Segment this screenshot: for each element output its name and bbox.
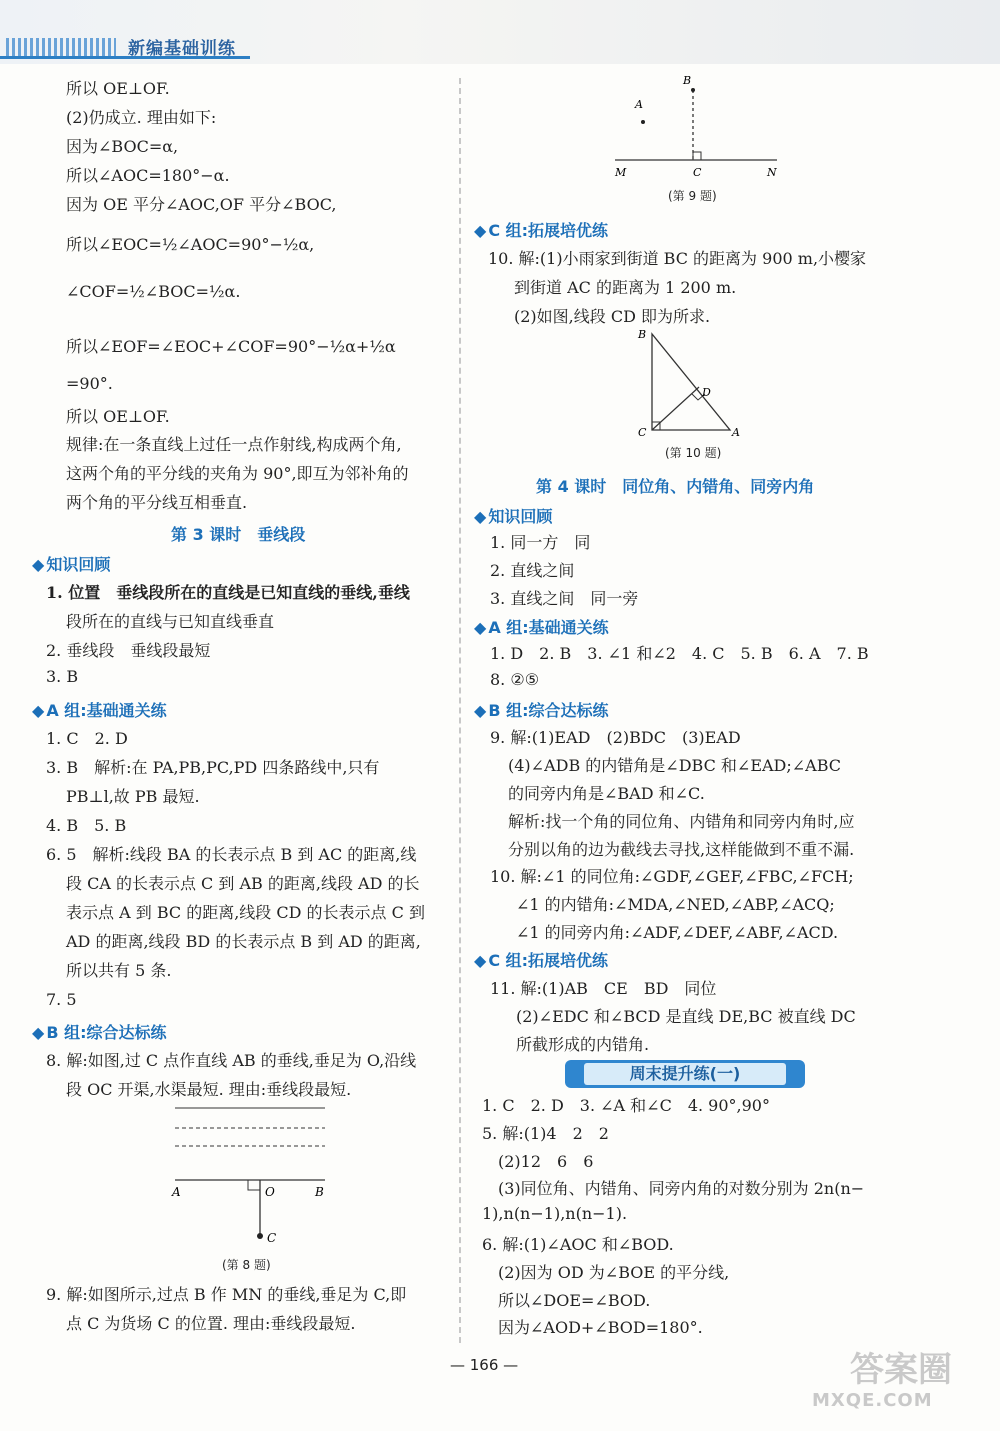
watermark-url: MXQE.COM xyxy=(812,1390,933,1411)
label-b: B xyxy=(315,1185,324,1199)
section-label: 知识回顾 xyxy=(46,555,111,574)
text-line: 因为 OE 平分∠AOC,OF 平分∠BOC, xyxy=(66,195,337,214)
text-line: 3. B xyxy=(46,667,79,686)
text-line: 规律:在一条直线上过任一点作射线,构成两个角, xyxy=(66,435,402,454)
figure-9-caption: (第 9 题) xyxy=(668,189,717,203)
text-line: 1. D 2. B 3. ∠1 和∠2 4. C 5. B 6. A 7. B xyxy=(490,644,869,663)
header-stripes xyxy=(6,38,116,56)
text-line: 到街道 AC 的距离为 1 200 m. xyxy=(514,278,737,297)
figure-9 xyxy=(605,72,795,182)
text-line: 所以共有 5 条. xyxy=(66,961,172,980)
text-line: 表示点 A 到 BC 的距离,线段 CD 的长表示点 C 到 xyxy=(66,903,425,922)
text-line: 的同旁内角是∠BAD 和∠C. xyxy=(508,784,705,803)
section-heading xyxy=(474,615,609,638)
text-line: 1. C 2. D 3. ∠A 和∠C 4. 90°,90° xyxy=(482,1096,770,1115)
lesson-title: 第 4 课时 同位角、内错角、同旁内角 xyxy=(536,477,815,496)
text-line: (2)因为 OD 为∠BOE 的平分线, xyxy=(498,1263,730,1282)
label-m: M xyxy=(615,166,627,179)
text-line: 2. 直线之间 xyxy=(490,561,575,580)
section-heading xyxy=(32,1020,166,1043)
triangle-abc xyxy=(652,334,730,430)
point-b xyxy=(691,88,695,92)
text-line: 1),n(n−1),n(n−1). xyxy=(482,1204,628,1223)
text-line: 所以∠AOC=180°−α. xyxy=(66,166,230,185)
text-line: 段所在的直线与已知直线垂直 xyxy=(66,612,275,631)
text-line: 8. ②⑤ xyxy=(490,670,540,689)
text-line: =90°. xyxy=(66,374,113,393)
text-line: ∠1 的同旁内角:∠ADF,∠DEF,∠ABF,∠ACD. xyxy=(516,923,839,942)
section-label: 知识回顾 xyxy=(488,507,553,526)
label-a: A xyxy=(732,426,740,439)
text-line: (2)12 6 6 xyxy=(498,1152,594,1171)
text-line: 1. 同一方 同 xyxy=(490,533,591,552)
section-heading xyxy=(32,552,110,575)
text-line: 9. 解:(1)EAD (2)BDC (3)EAD xyxy=(490,728,741,747)
text-line: (3)同位角、内错角、同旁内角的对数分别为 2n(n− xyxy=(498,1179,865,1198)
column-divider xyxy=(459,78,461,1343)
diamond-icon: ◆ xyxy=(32,1023,45,1042)
figure-8-caption: (第 8 题) xyxy=(222,1258,271,1272)
text-line: ∠COF=½∠BOC=½α. xyxy=(66,282,241,301)
figure-8 xyxy=(160,1100,350,1270)
text-line: 7. 5 xyxy=(46,990,77,1009)
text-line: 因为∠AOD+∠BOD=180°. xyxy=(498,1318,703,1337)
label-b: B xyxy=(638,328,647,341)
text-line: 段 OC 开渠,水渠最短. 理由:垂线段最短. xyxy=(66,1080,352,1099)
section-label: B 组:综合达标练 xyxy=(46,1023,167,1042)
point-c xyxy=(257,1233,263,1239)
text-line: 2. 垂线段 垂线段最短 xyxy=(46,641,211,660)
diamond-icon: ◆ xyxy=(32,555,45,574)
text-line: 这两个角的平分线的夹角为 90°,即互为邻补角的 xyxy=(66,464,409,483)
page-number: — 166 — xyxy=(450,1356,519,1374)
text-line: 所以 OE⊥OF. xyxy=(66,407,170,426)
section-label: A 组:基础通关练 xyxy=(488,618,609,637)
section-heading xyxy=(474,698,608,721)
label-b: B xyxy=(683,74,692,87)
text-line: 1. 位置 垂线段所在的直线是已知直线的垂线,垂线 xyxy=(46,583,410,602)
label-a: A xyxy=(172,1185,181,1199)
diamond-icon: ◆ xyxy=(474,221,487,240)
right-angle-mark xyxy=(248,1180,260,1190)
diamond-icon: ◆ xyxy=(474,951,487,970)
book-title: 新编基础训练 xyxy=(128,39,236,59)
section-label: B 组:综合达标练 xyxy=(488,701,609,720)
diamond-icon: ◆ xyxy=(474,701,487,720)
section-label: C 组:拓展培优练 xyxy=(488,221,609,240)
figure-10 xyxy=(630,322,750,442)
text-line: PB⊥l,故 PB 最短. xyxy=(66,787,200,806)
text-line: 所以∠EOC=½∠AOC=90°−½α, xyxy=(66,235,315,254)
text-line: 6. 解:(1)∠AOC 和∠BOD. xyxy=(482,1235,674,1254)
figure-10-caption: (第 10 题) xyxy=(665,446,722,460)
label-c: C xyxy=(267,1231,277,1245)
weekly-title: 周末提升练(一) xyxy=(629,1064,741,1083)
text-line: ∠1 的内错角:∠MDA,∠NED,∠ABP,∠ACQ; xyxy=(516,895,835,914)
diamond-icon: ◆ xyxy=(474,507,487,526)
label-n: N xyxy=(767,166,777,179)
text-line: 两个角的平分线互相垂直. xyxy=(66,493,248,512)
text-line: 10. 解:∠1 的同位角:∠GDF,∠GEF,∠FBC,∠FCH; xyxy=(490,867,854,886)
text-line: 6. 5 解析:线段 BA 的长表示点 B 到 AC 的距离,线 xyxy=(46,845,417,864)
text-line: 段 CA 的长表示点 C 到 AB 的距离,线段 AD 的长 xyxy=(66,874,420,893)
section-label: A 组:基础通关练 xyxy=(46,701,167,720)
right-angle-mark xyxy=(693,152,701,160)
section-heading xyxy=(474,948,608,971)
text-line: 所以∠DOE=∠BOD. xyxy=(498,1291,651,1310)
text-line: (4)∠ADB 的内错角是∠DBC 和∠EAD;∠ABC xyxy=(508,756,842,775)
text-line: AD 的距离,线段 BD 的长表示点 B 到 AD 的距离, xyxy=(66,932,421,951)
section-heading xyxy=(474,218,608,241)
text-line: 11. 解:(1)AB CE BD 同位 xyxy=(490,979,717,998)
diamond-icon: ◆ xyxy=(32,701,45,720)
lesson-title: 第 3 课时 垂线段 xyxy=(171,525,306,544)
text-line: 1. C 2. D xyxy=(46,729,128,748)
label-c: C xyxy=(638,426,647,439)
text-line: 所以 OE⊥OF. xyxy=(66,79,170,98)
text-line: 8. 解:如图,过 C 点作直线 AB 的垂线,垂足为 O,沿线 xyxy=(46,1051,417,1070)
section-heading xyxy=(32,698,167,721)
text-line: 点 C 为货场 C 的位置. 理由:垂线段最短. xyxy=(66,1314,356,1333)
text-line: (2)如图,线段 CD 即为所求. xyxy=(514,307,711,326)
label-d: D xyxy=(702,386,711,399)
watermark-logo: 答案圈 xyxy=(850,1350,952,1390)
text-line: 所以∠EOF=∠EOC+∠COF=90°−½α+½α xyxy=(66,337,396,356)
text-line: (2)仍成立. 理由如下: xyxy=(66,108,217,127)
text-line: 解析:找一个角的同位角、内错角和同旁内角时,应 xyxy=(508,812,855,831)
text-line: 分别以角的边为截线去寻找,这样能做到不重不漏. xyxy=(508,840,855,859)
text-line: 因为∠BOC=α, xyxy=(66,137,179,156)
label-c: C xyxy=(693,166,702,179)
label-a: A xyxy=(635,98,643,111)
text-line: (2)∠EDC 和∠BCD 是直线 DE,BC 被直线 DC xyxy=(516,1007,856,1026)
diamond-icon: ◆ xyxy=(474,618,487,637)
text-line: 5. 解:(1)4 2 2 xyxy=(482,1124,609,1143)
segment-cd xyxy=(652,387,699,430)
section-label: C 组:拓展培优练 xyxy=(488,951,609,970)
label-o: O xyxy=(265,1185,275,1199)
text-line: 所截形成的内错角. xyxy=(516,1035,650,1054)
text-line: 3. B 解析:在 PA,PB,PC,PD 四条路线中,只有 xyxy=(46,758,380,777)
text-line: 4. B 5. B xyxy=(46,816,127,835)
text-line: 3. 直线之间 同一旁 xyxy=(490,589,639,608)
text-line: 9. 解:如图所示,过点 B 作 MN 的垂线,垂足为 C,即 xyxy=(46,1285,407,1304)
text-line: 10. 解:(1)小雨家到街道 BC 的距离为 900 m,小樱家 xyxy=(488,249,867,268)
section-heading xyxy=(474,504,552,527)
point-a xyxy=(641,120,645,124)
